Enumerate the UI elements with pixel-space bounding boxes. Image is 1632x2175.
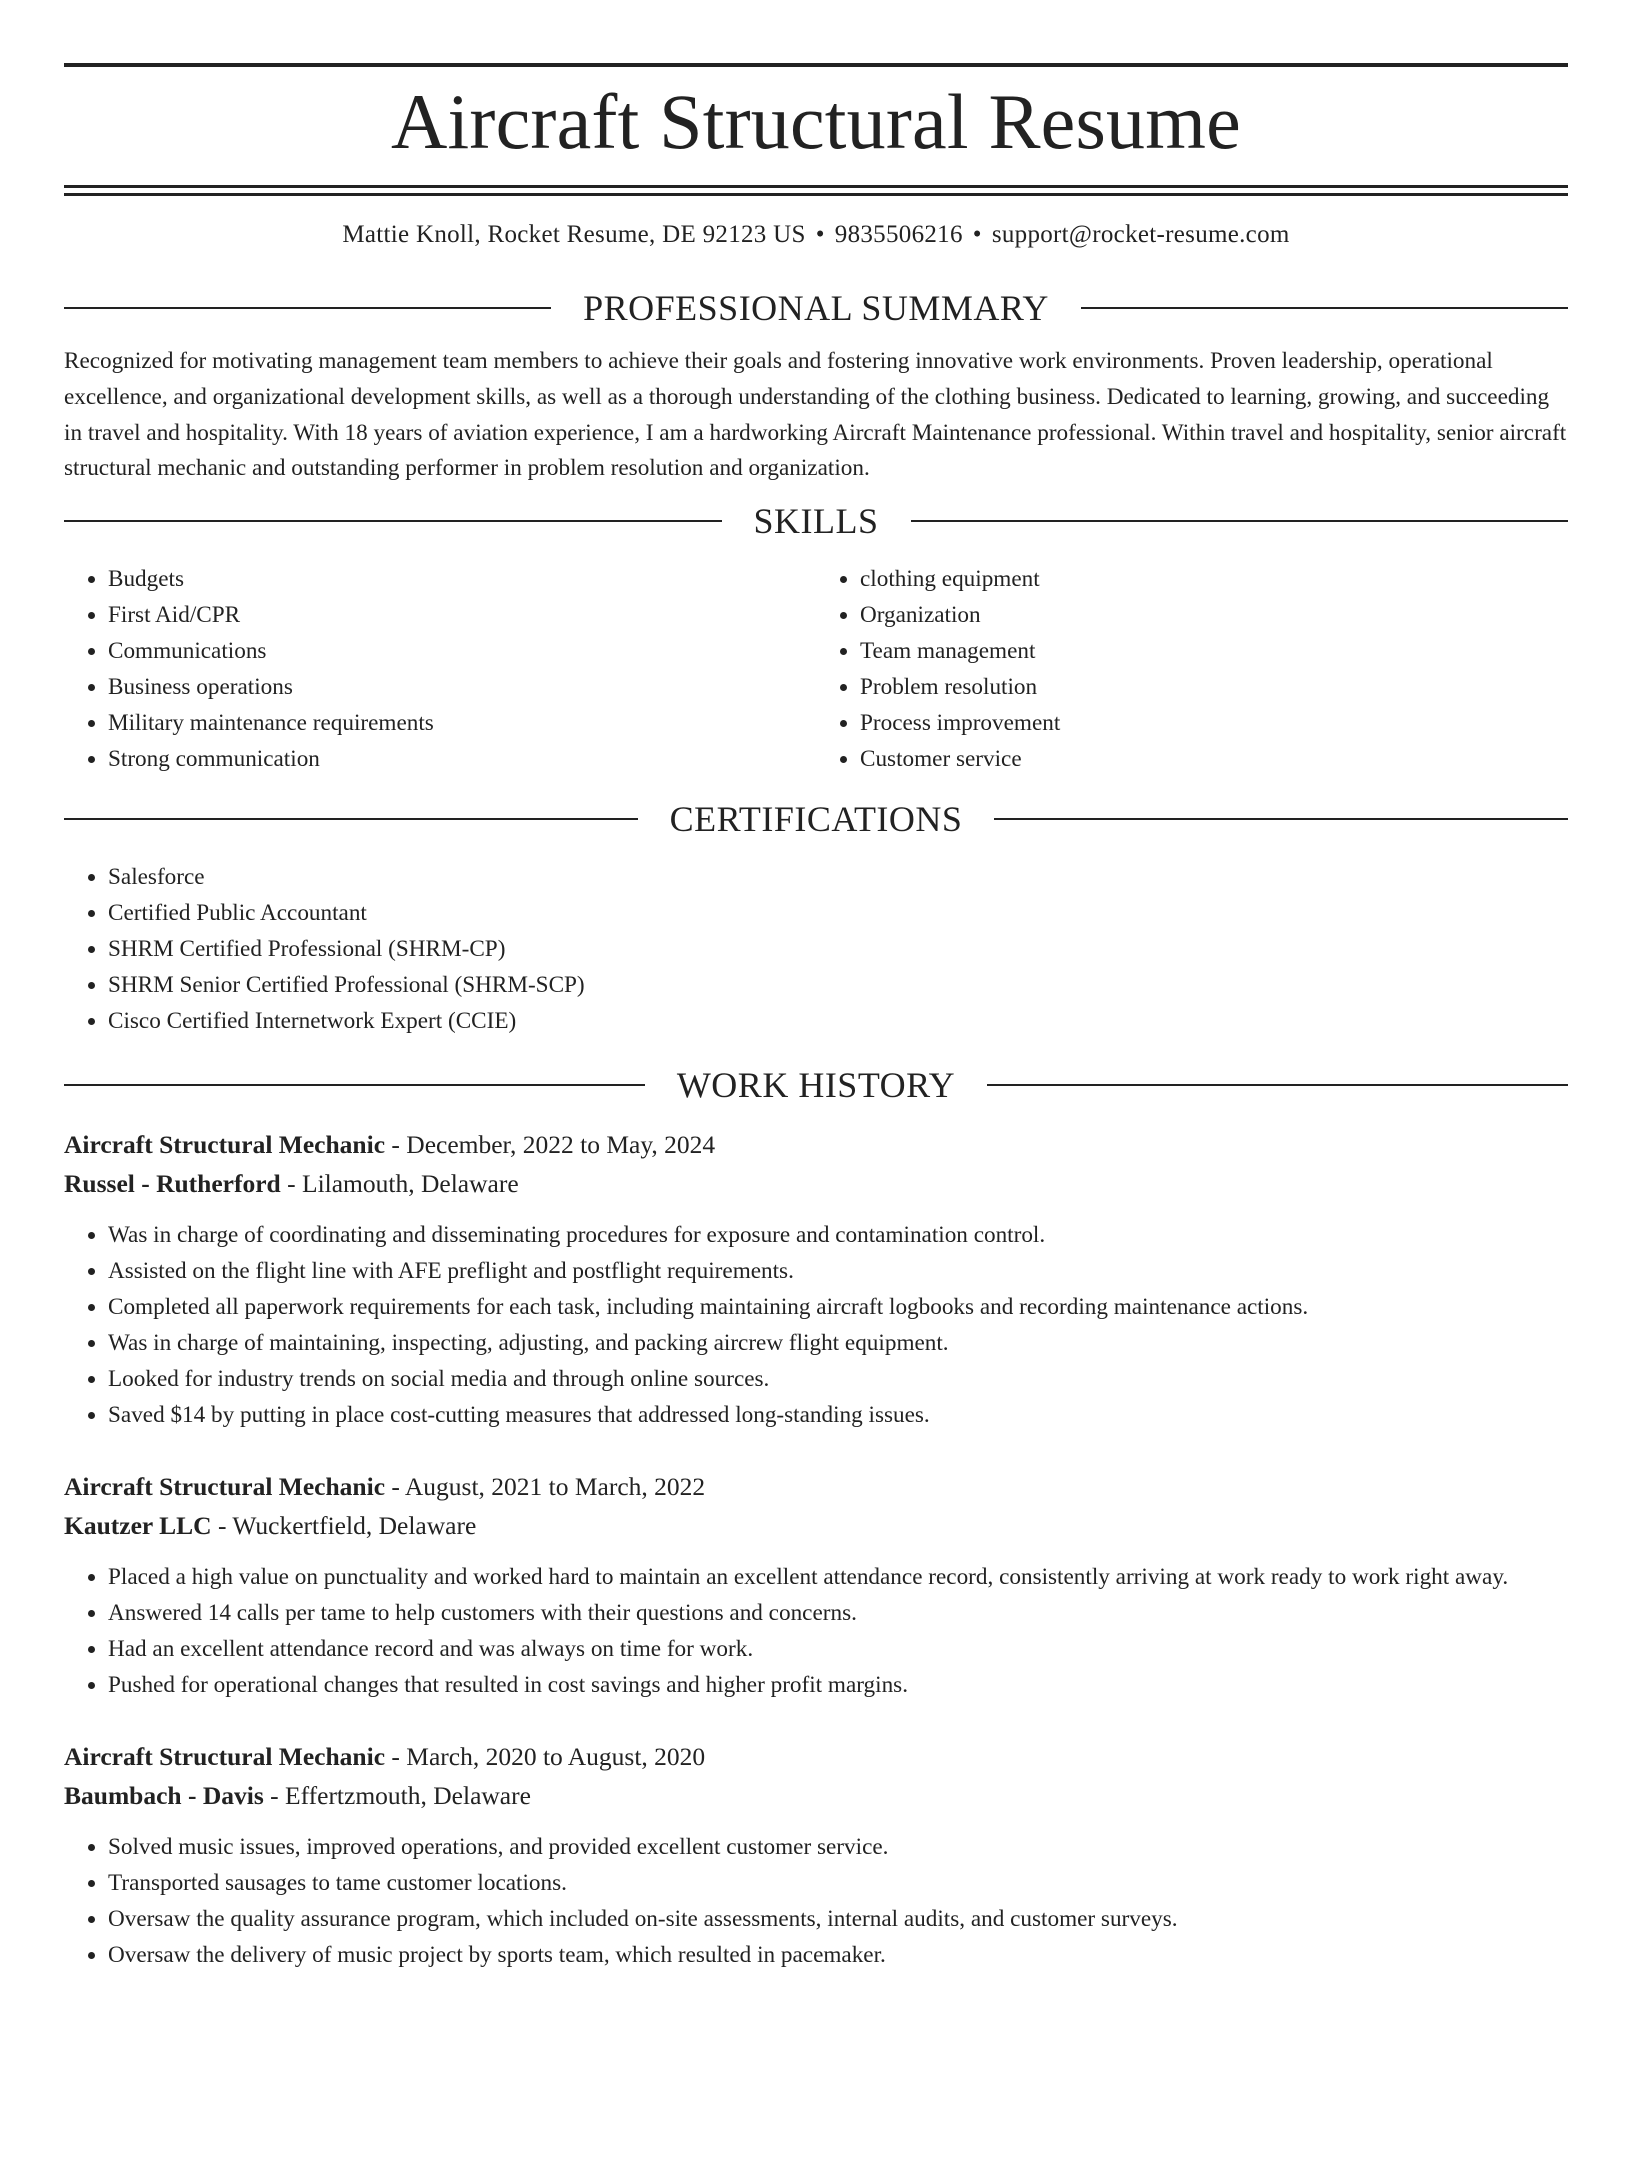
- job-task-item: • Saved $14 by putting in place cost-cutting measures that addressed long-standing issues.: [108, 1397, 1568, 1433]
- certification-item: • SHRM Certified Professional (SHRM-CP): [108, 931, 1568, 967]
- certification-item: • Certified Public Accountant: [108, 895, 1568, 931]
- contact-phone: 9835506216: [834, 221, 963, 248]
- job-task-item: • Oversaw the quality assurance program, which included on-site assessments, internal audits, and customer surveys.: [108, 1901, 1568, 1937]
- job-entry: [64, 1467, 1568, 1703]
- job-task-item: • Oversaw the delivery of music project by sports team, which resulted in pacemaker.: [108, 1937, 1568, 1973]
- top-rule: [64, 63, 1568, 67]
- skill-item: • Budgets: [108, 561, 816, 597]
- job-location: - Wuckertfield, Delaware: [211, 1511, 477, 1541]
- job-company-line: [64, 1506, 1568, 1545]
- job-task-item: • Was in charge of maintaining, inspecting, adjusting, and packing aircrew flight equipment.: [108, 1325, 1568, 1361]
- certification-item: • Cisco Certified Internetwork Expert (CCIE): [108, 1003, 1568, 1039]
- job-dates: - August, 2021 to March, 2022: [385, 1472, 706, 1502]
- heading-rule: [64, 307, 551, 309]
- job-task-item: • Transported sausages to tame customer locations.: [108, 1865, 1568, 1901]
- work-history-section-heading: [64, 1063, 1568, 1107]
- job-entry: [64, 1737, 1568, 1973]
- resume-page: [0, 63, 1632, 2175]
- certifications-section-heading: [64, 797, 1568, 841]
- skill-item: • Customer service: [860, 741, 1568, 777]
- job-task-item: • Answered 14 calls per tame to help customers with their questions and concerns.: [108, 1595, 1568, 1631]
- job-task-item: • Pushed for operational changes that resulted in cost savings and higher profit margins.: [108, 1667, 1568, 1703]
- heading-rule: [1081, 307, 1568, 309]
- contact-address: Mattie Knoll, Rocket Resume, DE 92123 US: [342, 221, 806, 248]
- job-company-line: [64, 1164, 1568, 1203]
- job-task-item: • Solved music issues, improved operations, and provided excellent customer service.: [108, 1829, 1568, 1865]
- title-double-rule: [64, 185, 1568, 196]
- work-history-heading-label: WORK HISTORY: [676, 1065, 956, 1106]
- skills-section-heading: [64, 499, 1568, 543]
- job-task-item: • Placed a high value on punctuality and worked hard to maintain an excellent attendance record, consistently arriving at work ready to work right away.: [108, 1559, 1568, 1595]
- heading-rule: [987, 1084, 1568, 1086]
- certification-item: • Salesforce: [108, 859, 1568, 895]
- job-location: - Effertzmouth, Delaware: [263, 1781, 531, 1811]
- job-title-line: [64, 1737, 1568, 1776]
- heading-rule: [64, 1084, 645, 1086]
- job-location: - Lilamouth, Delaware: [280, 1169, 519, 1199]
- summary-text: Recognized for motivating management team members to achieve their goals and fostering innovative work environments. Proven leadership, operational excellence, and organizational development skills, as well as a thorough understanding of the clothing business. Dedicated to learning, growing, and succeeding in travel and hospitality. With 18 years of aviation experience, I am a hardworking Aircraft Maintenance professional. Within travel and hospitality, senior aircraft structural mechanic and outstanding performer in problem resolution and organization.: [64, 348, 1567, 482]
- contact-email[interactable]: support@rocket-resume.com: [991, 221, 1290, 248]
- job-dates: - December, 2022 to May, 2024: [385, 1130, 716, 1160]
- certifications-list: [64, 859, 1568, 1039]
- heading-rule: [64, 818, 638, 820]
- skill-item: • Strong communication: [108, 741, 816, 777]
- skill-item: • Communications: [108, 633, 816, 669]
- heading-rule: [64, 520, 722, 522]
- job-tasks-list: [64, 1559, 1568, 1703]
- job-tasks-list: [64, 1217, 1568, 1433]
- job-task-item: • Looked for industry trends on social media and through online sources.: [108, 1361, 1568, 1397]
- skill-item: • Business operations: [108, 669, 816, 705]
- skill-item: • Team management: [860, 633, 1568, 669]
- skills-list-left: [64, 561, 816, 777]
- skill-item: • Process improvement: [860, 705, 1568, 741]
- skill-item: • Organization: [860, 597, 1568, 633]
- heading-rule: [994, 818, 1568, 820]
- contact-separator: •: [815, 221, 825, 248]
- job-task-item: • Had an excellent attendance record and was always on time for work.: [108, 1631, 1568, 1667]
- job-task-item: • Completed all paperwork requirements for each task, including maintaining aircraft logbooks and recording maintenance actions.: [108, 1289, 1568, 1325]
- contact-line: [64, 220, 1568, 250]
- job-task-item: • Was in charge of coordinating and disseminating procedures for exposure and contamination control.: [108, 1217, 1568, 1253]
- skills-grid: [64, 561, 1568, 777]
- job-company-line: [64, 1776, 1568, 1815]
- summary-section-heading: [64, 286, 1568, 330]
- job-company: Baumbach - Davis: [64, 1781, 264, 1811]
- resume-title: Aircraft Structural Resume: [391, 78, 1241, 165]
- job-dates: - March, 2020 to August, 2020: [385, 1742, 706, 1772]
- job-title: Aircraft Structural Mechanic: [64, 1742, 386, 1772]
- skill-item: • First Aid/CPR: [108, 597, 816, 633]
- job-company: Kautzer LLC: [64, 1511, 212, 1541]
- job-title-line: [64, 1125, 1568, 1164]
- skill-item: • Problem resolution: [860, 669, 1568, 705]
- skill-item: • clothing equipment: [860, 561, 1568, 597]
- job-title: Aircraft Structural Mechanic: [64, 1472, 386, 1502]
- job-title: Aircraft Structural Mechanic: [64, 1130, 386, 1160]
- heading-rule: [911, 520, 1569, 522]
- contact-separator: •: [972, 221, 982, 248]
- certification-item: • SHRM Senior Certified Professional (SHRM-SCP): [108, 967, 1568, 1003]
- summary-heading-label: PROFESSIONAL SUMMARY: [583, 288, 1049, 328]
- skills-list-right: [816, 561, 1568, 777]
- job-title-line: [64, 1467, 1568, 1506]
- certifications-heading-label: CERTIFICATIONS: [669, 799, 963, 840]
- job-company: Russel - Rutherford: [64, 1169, 281, 1199]
- job-task-item: • Assisted on the flight line with AFE preflight and postflight requirements.: [108, 1253, 1568, 1289]
- skills-heading-label: SKILLS: [753, 501, 879, 542]
- job-tasks-list: [64, 1829, 1568, 1973]
- skill-item: • Military maintenance requirements: [108, 705, 816, 741]
- job-entry: [64, 1125, 1568, 1433]
